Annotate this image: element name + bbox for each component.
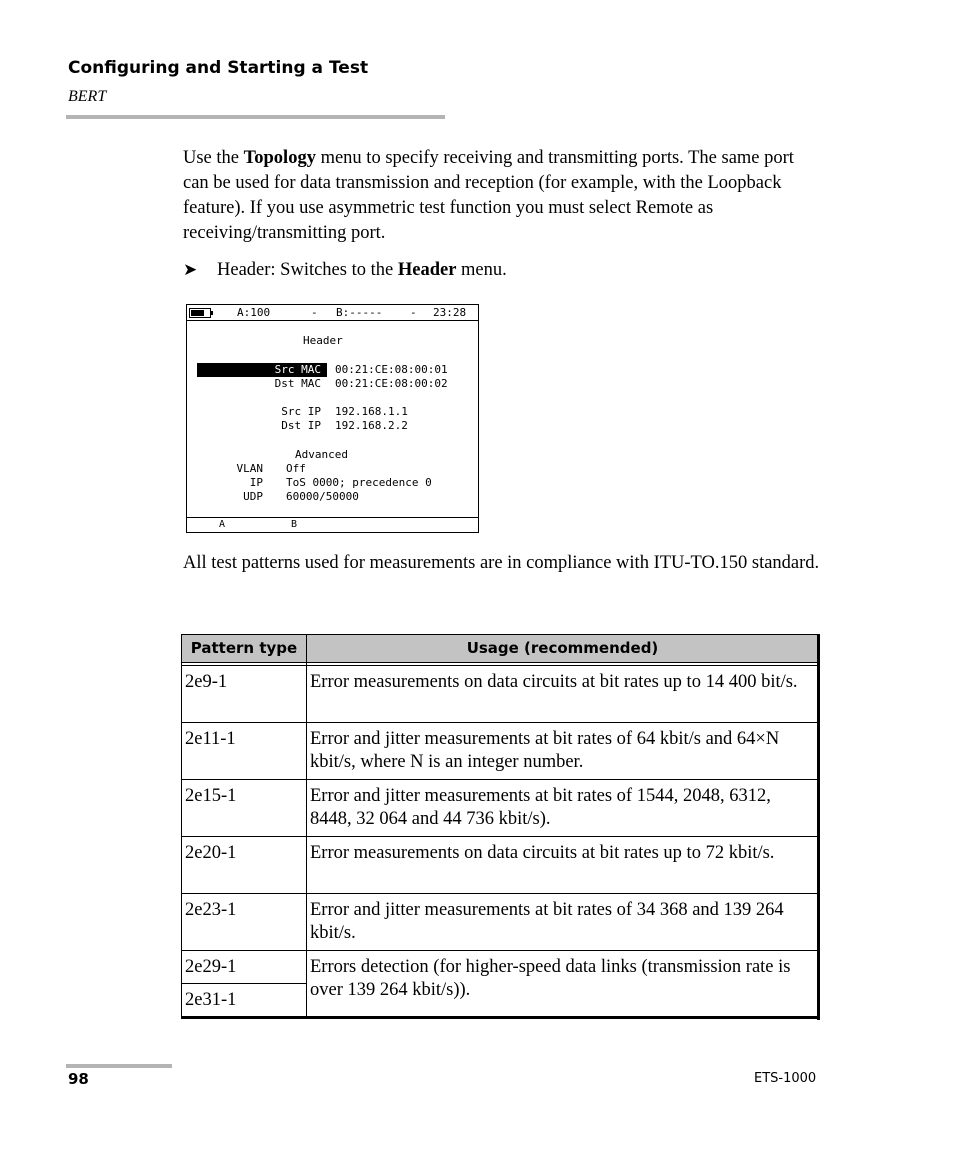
section-subtitle: BERT xyxy=(68,88,107,105)
status-bar xyxy=(187,305,478,321)
src-ip-value: 192.168.1.1 xyxy=(335,405,408,418)
intro-text-post: menu to specify receiving and transmitting ports. The same port can be used for data transmission and reception (for example, with the Loopback feature). If you use asymmetric test function you must select Remote as receiving/transmitting port. xyxy=(183,148,794,243)
advanced-heading: Advanced xyxy=(295,448,348,461)
vlan-value: Off xyxy=(286,462,306,475)
udp-label[interactable]: UDP xyxy=(243,490,263,503)
intro-paragraph xyxy=(183,146,823,246)
usage-cell: Error and jitter measurements at bit rates of 64 kbit/s and 64×N kbit/s, where N is an integer number. xyxy=(307,723,819,780)
footer-rule xyxy=(66,1064,172,1068)
pattern-cell: 2e9-1 xyxy=(182,666,307,723)
softkey-b[interactable]: B xyxy=(291,519,298,530)
bullet-text-pre: Header: Switches to the xyxy=(217,260,398,280)
table-row xyxy=(182,666,819,723)
device-screen xyxy=(186,304,479,533)
dst-mac-value: 00:21:CE:08:00:02 xyxy=(335,377,448,390)
src-mac-value: 00:21:CE:08:00:01 xyxy=(335,363,448,376)
softkey-a[interactable]: A xyxy=(219,519,226,530)
pattern-cell: 2e20-1 xyxy=(182,837,307,894)
port-a-status: A:100 xyxy=(237,306,271,319)
intro-text-pre: Use the xyxy=(183,148,244,168)
pattern-cell: 2e29-1 xyxy=(182,951,307,984)
pattern-cell: 2e11-1 xyxy=(182,723,307,780)
src-mac-label[interactable]: Src MAC xyxy=(197,363,327,377)
table-row xyxy=(182,837,819,894)
usage-cell: Error measurements on data circuits at bit rates up to 14 400 bit/s. xyxy=(307,666,819,723)
intro-topology-term: Topology xyxy=(243,148,316,168)
status-separator: - xyxy=(410,306,417,319)
pattern-table xyxy=(181,634,819,1017)
pattern-cell: 2e31-1 xyxy=(182,984,307,1017)
bullet-text-post: menu. xyxy=(456,260,507,280)
src-ip-label[interactable]: Src IP xyxy=(281,405,321,418)
status-separator: - xyxy=(311,306,318,319)
compliance-paragraph: All test patterns used for measurements are in compliance with ITU-TO.150 standard. xyxy=(183,553,820,573)
dst-ip-label[interactable]: Dst IP xyxy=(281,419,321,432)
port-b-status: B:----- xyxy=(336,306,383,319)
bullet-header-term: Header xyxy=(397,260,457,280)
table-shadow xyxy=(817,634,820,1020)
table-row xyxy=(182,894,819,951)
usage-cell: Errors detection (for higher-speed data links (transmission rate is over 139 264 kbit/s)). xyxy=(307,951,819,1017)
ip-value: ToS 0000; precedence 0 xyxy=(286,476,432,489)
column-header-pattern: Pattern type xyxy=(182,635,307,663)
vlan-label[interactable]: VLAN xyxy=(236,462,263,475)
dst-ip-value: 192.168.2.2 xyxy=(335,419,408,432)
usage-cell: Error and jitter measurements at bit rates of 34 368 and 139 264 kbit/s. xyxy=(307,894,819,951)
screen-title: Header xyxy=(303,334,343,347)
table-row xyxy=(182,780,819,837)
arrow-bullet-icon: ➤ xyxy=(183,260,198,279)
ip-label[interactable]: IP xyxy=(249,476,263,489)
page-number: 98 xyxy=(68,1070,89,1088)
usage-cell: Error and jitter measurements at bit rates of 1544, 2048, 6312, 8448, 32 064 and 44 736 kbit/s). xyxy=(307,780,819,837)
udp-value: 60000/50000 xyxy=(286,490,359,503)
column-header-usage: Usage (recommended) xyxy=(307,635,819,663)
table-shadow xyxy=(181,1016,820,1019)
table-row xyxy=(182,951,819,984)
header-rule xyxy=(66,115,445,119)
battery-icon xyxy=(189,308,211,318)
section-title: Configuring and Starting a Test xyxy=(68,58,369,78)
table-row xyxy=(182,723,819,780)
product-name: ETS-1000 xyxy=(754,1071,817,1086)
pattern-cell: 2e15-1 xyxy=(182,780,307,837)
usage-cell: Error measurements on data circuits at bit rates up to 72 kbit/s. xyxy=(307,837,819,894)
table-header-row xyxy=(182,635,819,663)
clock: 23:28 xyxy=(433,306,467,319)
dst-mac-label[interactable]: Dst MAC xyxy=(274,377,321,390)
pattern-cell: 2e23-1 xyxy=(182,894,307,951)
softkey-bar xyxy=(187,517,478,533)
bullet-item xyxy=(183,257,507,283)
